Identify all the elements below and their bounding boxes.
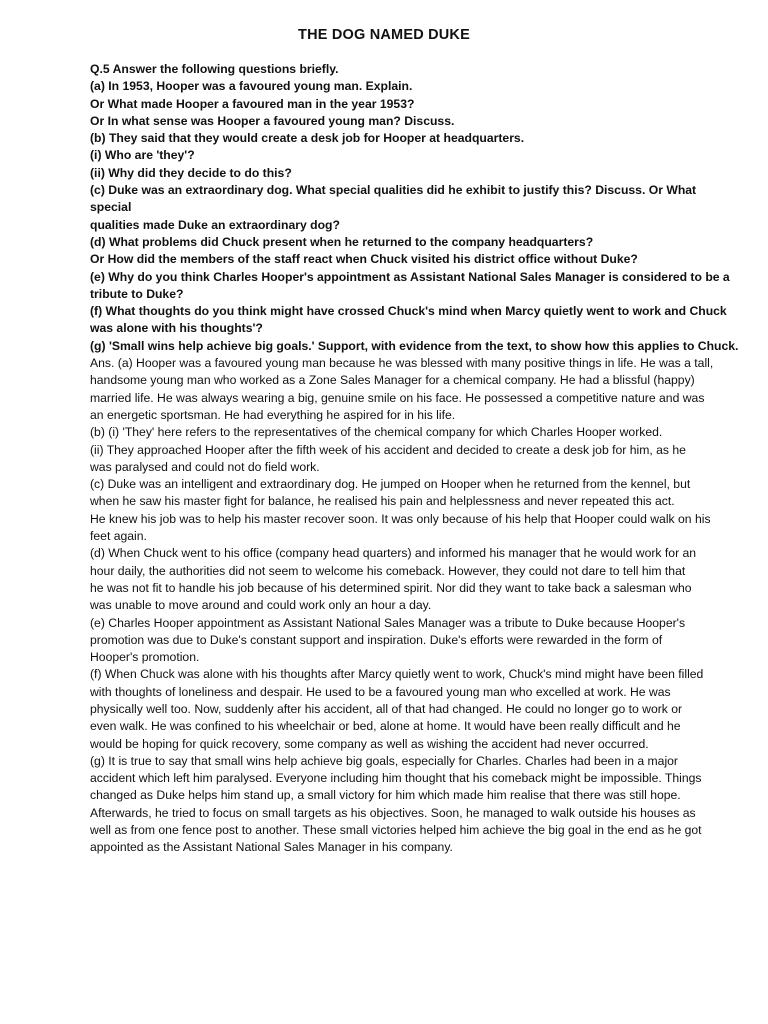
question-line: Or What made Hooper a favoured man in the year 1953? [90,96,415,111]
question-line: (d) What problems did Chuck present when he returned to the company headquarters? [90,234,594,249]
answer-line: was unable to move around and could work only an hour a day. [90,598,432,613]
question-line: tribute to Duke? [90,286,184,301]
answer-line: (f) When Chuck was alone with his thoughts after Marcy quietly went to work, Chuck's mind might have been filled [90,667,704,682]
question-line: (ii) Why did they decide to do this? [90,165,292,180]
answer-line: He knew his job was to help his master recover soon. It was only because of his help that Hooper could walk on his [90,511,711,526]
answer-line: feet again. [90,529,147,544]
answer-line: (e) Charles Hooper appointment as Assistant National Sales Manager was a tribute to Duke because Hooper's [90,615,686,630]
question-line: (g) 'Small wins help achieve big goals.' Support, with evidence from the text, to show how this applies to Chuck. [90,338,739,353]
answer-line: an energetic sportsman. He had everything he aspired for in his life. [90,407,456,422]
answer-line: (ii) They approached Hooper after the fifth week of his accident and decided to create a desk job for him, as he [90,442,686,457]
answer-line: hour daily, the authorities did not seem to welcome his comeback. However, they could not dare to tell him that [90,563,686,578]
answer-line: was paralysed and could not do field work. [90,459,320,474]
question-line: Or How did the members of the staff react when Chuck visited his district office without Duke? [90,252,638,267]
question-line: qualities made Duke an extraordinary dog? [90,217,340,232]
question-line: (a) In 1953, Hooper was a favoured young man. Explain. [90,79,413,94]
answer-line: would be hoping for quick recovery, some company as well as wishing the accident had never occurred. [90,736,649,751]
questions-block [90,61,740,355]
answer-line: handsome young man who worked as a Zone Sales Manager for a chemical company. He had a blissful (happy) [90,373,695,388]
answer-line: physically well too. Now, suddenly after his accident, all of that had changed. He could no longer go to work or [90,701,683,716]
answer-line: changed as Duke helps him stand up, a small victory for him which made him realise that there was still hope. [90,788,681,803]
question-line: (b) They said that they would create a desk job for Hooper at headquarters. [90,131,525,146]
answer-line: appointed as the Assistant National Sales Manager in his company. [90,840,453,855]
answer-line: well as from one fence post to another. These small victories helped him achieve the big goal in the end as he got [90,823,702,838]
question-line: Or In what sense was Hooper a favoured young man? Discuss. [90,113,455,128]
answer-line: with thoughts of loneliness and despair. He used to be a favoured young man who excelled at work. He was [90,684,671,699]
question-line: (e) Why do you think Charles Hooper's appointment as Assistant National Sales Manager is considered to be a [90,269,730,284]
question-line: (c) Duke was an extraordinary dog. What special qualities did he exhibit to justify this? Discuss. Or What special [90,183,700,215]
answer-line: even walk. He was confined to his wheelchair or bed, alone at home. It would have been really difficult and he [90,719,681,734]
answer-line: when he saw his master fight for balance, he realised his pain and helplessness and never repeated this act. [90,494,675,509]
question-line: was alone with his thoughts'? [90,321,263,336]
answer-line: he was not fit to handle his job because of his determined spirit. Nor did they want to take back a salesman who [90,580,692,595]
answer-line: (b) (i) 'They' here refers to the representatives of the chemical company for which Charles Hooper worked. [90,425,663,440]
answer-line: Afterwards, he tried to focus on small targets as his objectives. Soon, he managed to walk outside his houses as [90,805,696,820]
answer-line: married life. He was always wearing a big, genuine smile on his face. He possessed a competitive nature and was [90,390,705,405]
answer-line: promotion was due to Duke's constant support and inspiration. Duke's efforts were rewarded in the form of [90,632,663,647]
question-line: Q.5 Answer the following questions briefly. [90,62,339,76]
answer-line: (c) Duke was an intelligent and extraordinary dog. He jumped on Hooper when he returned from the kennel, but [90,477,691,492]
answer-line: (d) When Chuck went to his office (company head quarters) and informed his manager that he would work for an [90,546,697,561]
answer-line: (g) It is true to say that small wins help achieve big goals, especially for Charles. Charles had been in a major [90,753,678,768]
question-line: (i) Who are 'they'? [90,148,195,163]
answer-line: Hooper's promotion. [90,650,200,665]
answer-line: Ans. (a) Hooper was a favoured young man because he was blessed with many positive things in life. He was a tall, [90,356,714,371]
answer-line: accident which left him paralysed. Everyone including him thought that his comeback might be impossible. Things [90,771,702,786]
answers-block [90,355,740,857]
question-line: (f) What thoughts do you think might have crossed Chuck's mind when Marcy quietly went to work and Chuck [90,304,727,319]
page-title: THE DOG NAMED DUKE [298,27,470,43]
